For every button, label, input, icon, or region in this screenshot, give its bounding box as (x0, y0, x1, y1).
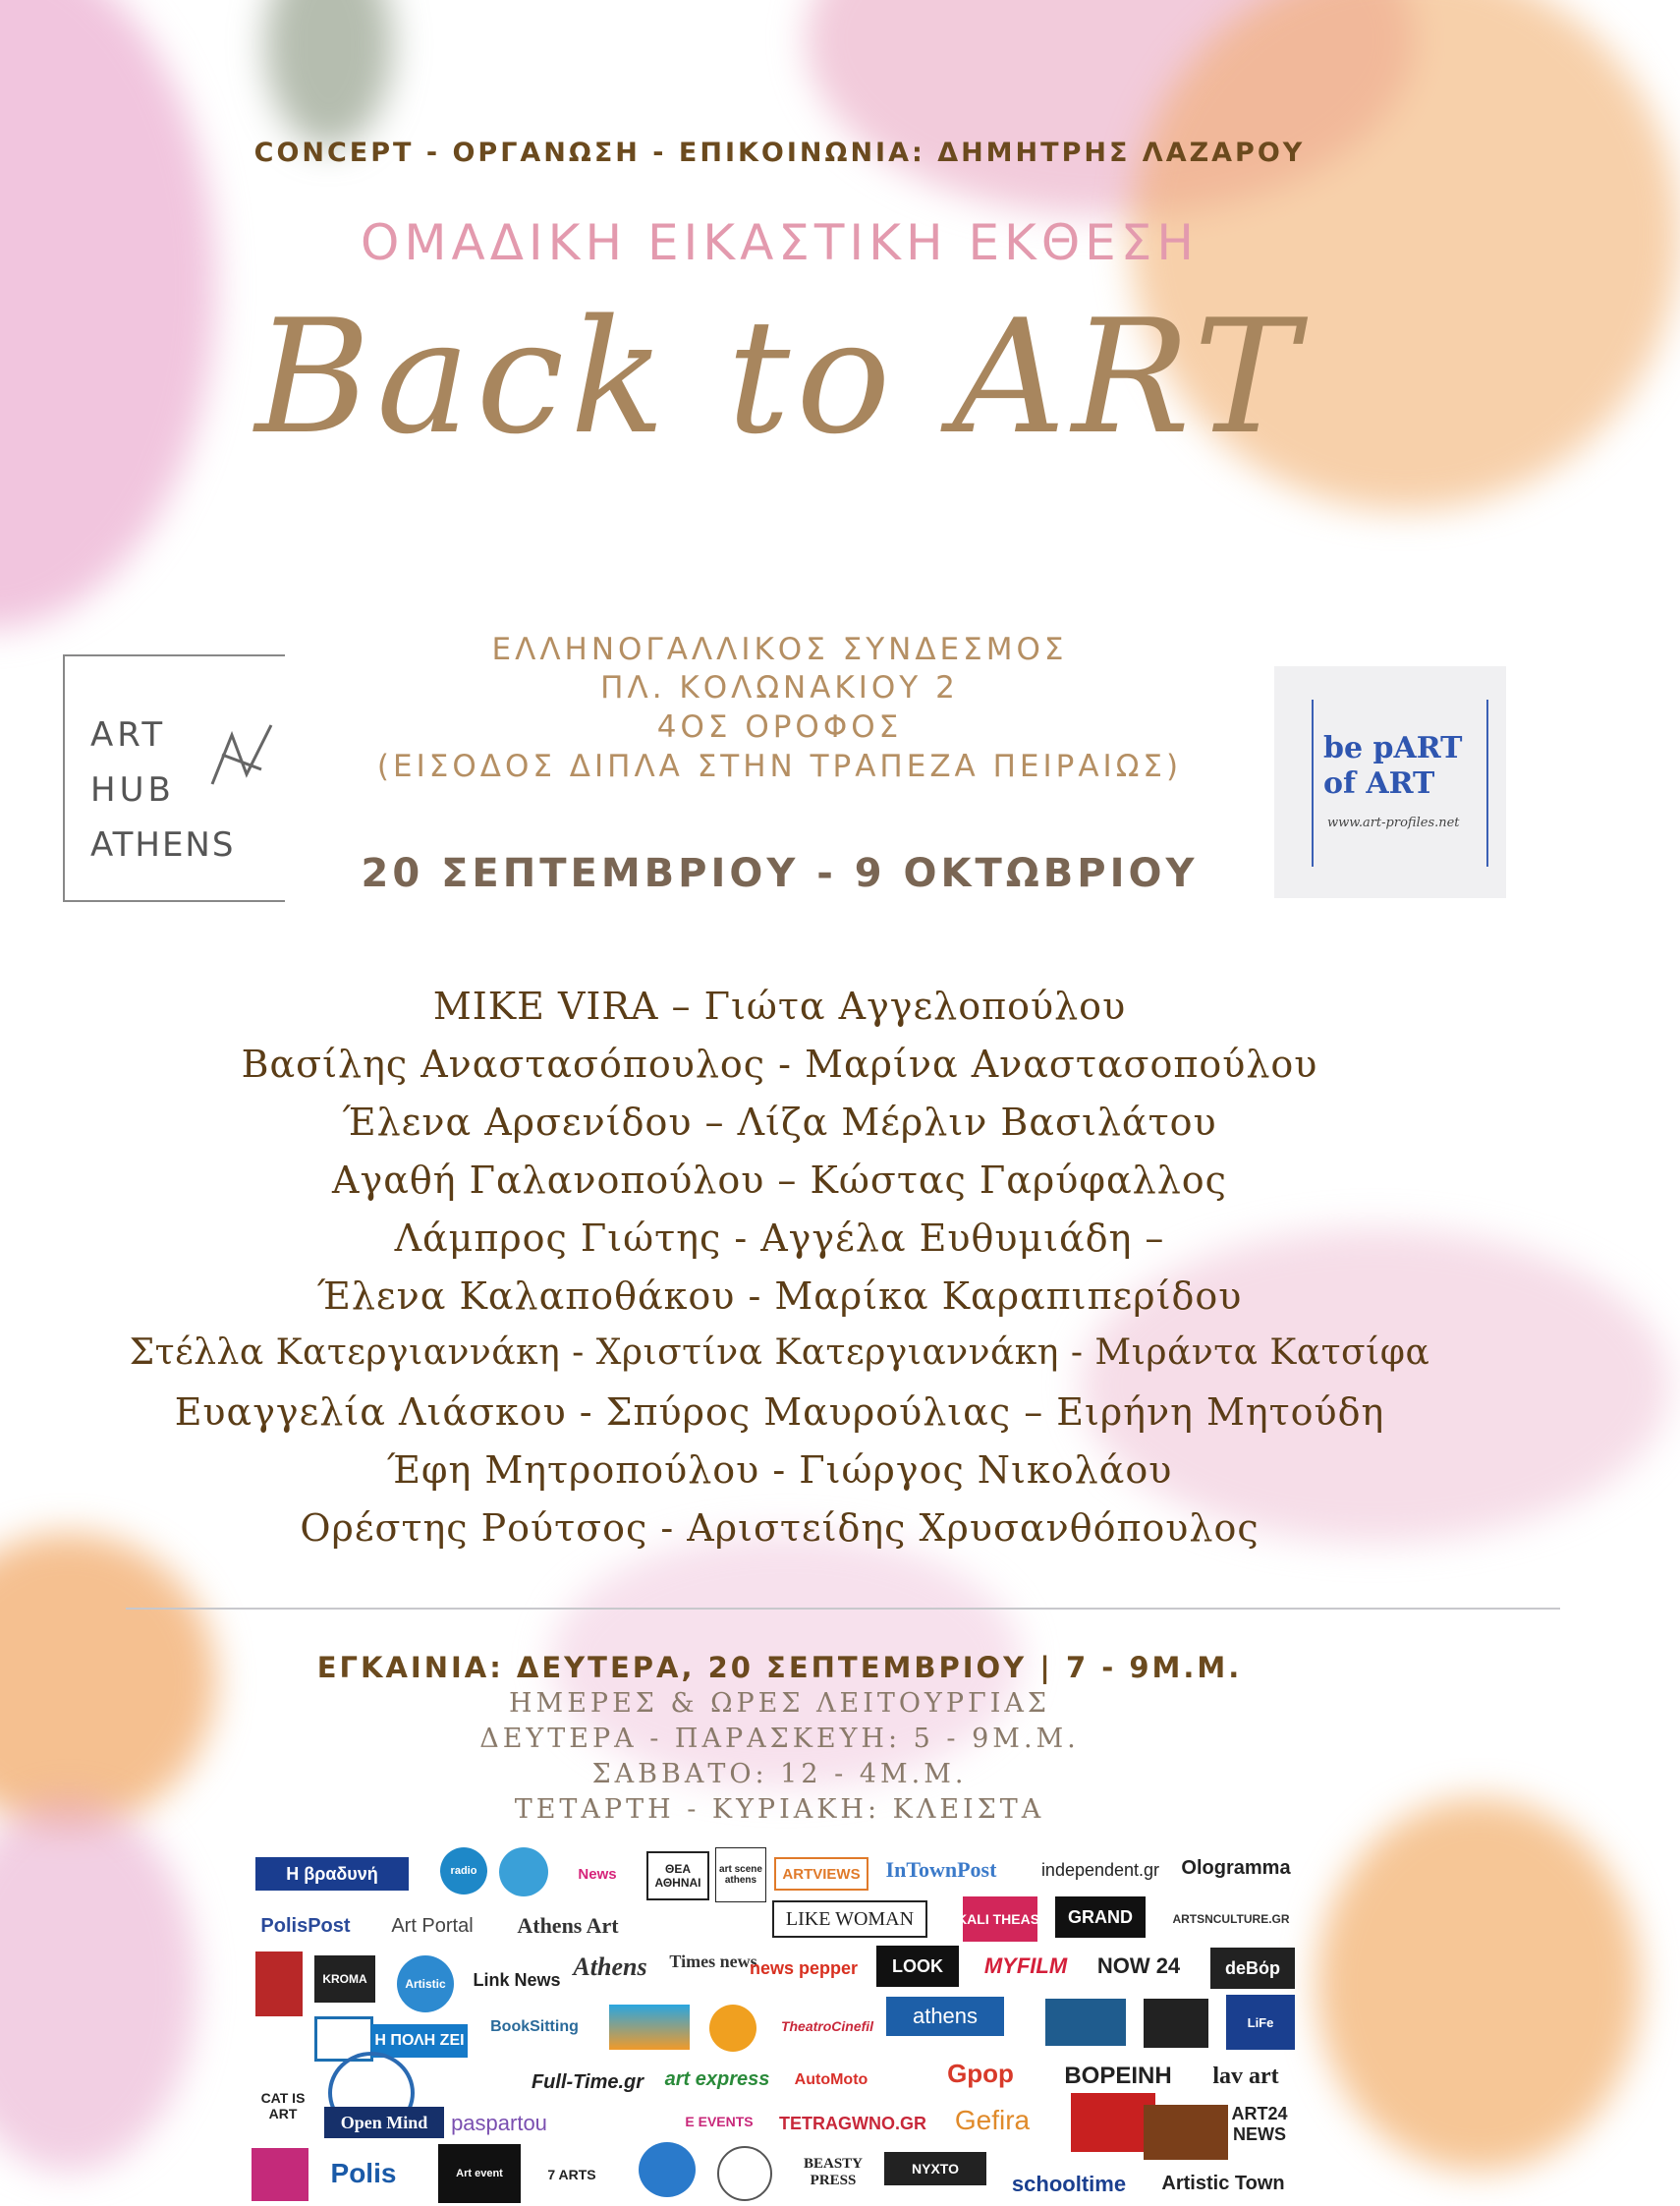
schedule-closed: ΤΕΤΑΡΤΗ - ΚΥΡΙΑΚΗ: ΚΛΕΙΣΤΑ (514, 1794, 1045, 1825)
media-logo: ART24 NEWS (1231, 2104, 1288, 2144)
media-logo: PolisPost (260, 1914, 351, 1937)
media-logo (639, 2142, 696, 2197)
media-logo (717, 2146, 772, 2201)
logo-url: www.art-profiles.net (1327, 816, 1460, 830)
artist-line: Έλενα Καλαποθάκου - Μαρίκα Καραπιπερίδου (316, 1274, 1243, 1318)
media-logo: ARTVIEWS (774, 1857, 868, 1891)
media-logo: ΒΟΡΕΙΝΗ (1064, 2063, 1172, 2089)
venue-line-4: (ΕΙΣΟΔΟΣ ΔΙΠΛΑ ΣΤΗΝ ΤΡΑΠΕΖΑ ΠΕΙΡΑΙΩΣ) (376, 749, 1183, 784)
schedule-saturday: ΣΑΒΒΑΤΟ: 12 - 4Μ.Μ. (591, 1759, 968, 1789)
media-logo: Polis (330, 2158, 397, 2188)
media-logo: Artistic Town (1161, 2172, 1285, 2194)
media-logo (252, 2148, 308, 2201)
media-logo: E EVENTS (685, 2114, 754, 2129)
venue-line-3: 4ΟΣ ΟΡΟΦΟΣ (656, 709, 903, 745)
media-logo: 7 ARTS (547, 2167, 596, 2182)
exhibition-dates: 20 ΣΕΠΤΕΜΒΡΙΟΥ - 9 ΟΚΤΩΒΡΙΟΥ (361, 851, 1199, 896)
media-logo: Ologramma (1181, 1856, 1291, 1879)
artist-line: MIKE VIRA – Γιώτα Αγγελοπούλου (432, 985, 1127, 1028)
media-logo: LiFe (1226, 1995, 1295, 2050)
media-logo: CAT IS ART (260, 2090, 306, 2121)
media-logo: Times news (669, 1951, 757, 1971)
media-logo: InTownPost (885, 1857, 997, 1882)
media-logo: Art event (438, 2144, 521, 2203)
media-logo: ARTSNCULTURE.GR (1172, 1912, 1290, 1926)
venue-line-1: ΕΛΛΗΝΟΓΑΛΛΙΚΟΣ ΣΥΝΔΕΣΜΟΣ (491, 632, 1068, 667)
logo-text-art: ART (90, 715, 167, 755)
media-logo (1144, 2105, 1228, 2160)
schedule-weekdays: ΔΕΥΤΕΡΑ - ΠΑΡΑΣΚΕΥΗ: 5 - 9Μ.Μ. (479, 1724, 1080, 1754)
venue-line-2: ΠΛ. ΚΟΛΩΝΑΚΙΟΥ 2 (600, 670, 959, 706)
media-logo: AutoMoto (794, 2071, 868, 2088)
schedule-heading: ΗΜΕΡΕΣ & ΩΡΕΣ ΛΕΙΤΟΥΡΓΙΑΣ (509, 1688, 1050, 1719)
media-logo: paspartou (451, 2111, 547, 2135)
media-logo (709, 2005, 756, 2052)
media-logo: ΘΕΑ ΑΘΗΝΑΙ (646, 1851, 709, 1900)
media-logo: Link News (473, 1969, 561, 1990)
media-logo: BookSitting (490, 2018, 579, 2035)
artist-line: Έλενα Αρσενίδου – Λίζα Μέρλιν Βασιλάτου (342, 1101, 1217, 1144)
artist-line: Ορέστης Ρούτσος - Αριστείδης Χρυσανθόπουλος (300, 1506, 1260, 1550)
media-logo: NOW 24 (1096, 1953, 1181, 1978)
media-logo: LIKE WOMAN (772, 1900, 927, 1938)
media-logo: Gpop (947, 2058, 1014, 2088)
media-logo: GRAND (1055, 1896, 1146, 1938)
media-logo (499, 1847, 548, 1896)
media-logo: Art Portal (391, 1914, 474, 1937)
media-logo: TETRAGWNO.GR (779, 2113, 926, 2133)
media-logo: art scene athens (715, 1847, 766, 1902)
media-logo: Η βραδυνή (255, 1857, 409, 1891)
media-logo: Athens (573, 1952, 647, 1981)
media-logo: athens (886, 1997, 1004, 2036)
artist-line: Έφη Μητροπούλου - Γιώργος Νικολάου (386, 1448, 1173, 1492)
media-logo: MYFILM (983, 1953, 1068, 1978)
media-logo: News (578, 1865, 617, 1883)
opening-line: ΕΓΚΑΙΝΙΑ: ΔΕΥΤΕΡΑ, 20 ΣΕΠΤΕΜΒΡΙΟΥ | 7 - 9Μ.Μ. (316, 1651, 1243, 1684)
media-logo: Artistic (397, 1955, 454, 2012)
artist-line: Βασίλης Αναστασόπουλος - Μαρίνα Αναστασοπούλου (241, 1043, 1318, 1086)
artist-line: Αγαθή Γαλανοπούλου – Κώστας Γαρύφαλλος (332, 1159, 1227, 1202)
artist-line: Στέλλα Κατεργιαννάκη - Χριστίνα Κατεργιαννάκη - Μιράντα Κατσίφα (129, 1332, 1430, 1373)
media-logo: Open Mind (324, 2107, 444, 2138)
logo-text-hub: HUB (90, 770, 175, 810)
media-logo: KROMA (314, 1955, 375, 2003)
logo-text-be-part: be pART (1323, 731, 1463, 765)
media-logo (1045, 1999, 1126, 2046)
credit-line: CONCEPT - ΟΡΓΑΝΩΣΗ - ΕΠΙΚΟΙΝΩΝΙΑ: ΔΗΜΗΤΡΗΣ ΛΑΖΑΡΟΥ (253, 138, 1306, 168)
exhibition-title: Back to ART (254, 285, 1305, 469)
media-logo: independent.gr (1040, 1859, 1160, 1880)
media-logo: art express (664, 2067, 770, 2090)
media-logo: BEASTY PRESS (803, 2156, 864, 2188)
media-logo: NYXTO (884, 2152, 986, 2185)
media-logo: LOOK (876, 1946, 959, 1987)
media-logo: deBόp (1210, 1948, 1295, 1989)
media-logo: Η ΠΟΛΗ ΖΕΙ (371, 2024, 468, 2058)
media-logo (255, 1951, 303, 2016)
media-logo: news pepper (749, 1957, 859, 1978)
media-logo: Athens Art (517, 1913, 619, 1938)
media-logo: KALI THEASI (963, 1896, 1037, 1942)
exhibition-subtitle: ΟΜΑΔΙΚΗ ΕΙΚΑΣΤΙΚΗ ΕΚΘΕΣΗ (361, 214, 1199, 271)
logo-text-athens: ATHENS (90, 825, 236, 865)
artist-line: Λάμπρος Γιώτης - Αγγέλα Ευθυμιάδη – (394, 1216, 1165, 1260)
media-logo: Gefira (954, 2105, 1031, 2135)
media-logo (609, 2005, 690, 2050)
logo-text-of-art: of ART (1323, 766, 1435, 801)
media-logo (1144, 1999, 1208, 2048)
artist-line: Ευαγγελία Λιάσκου - Σπύρος Μαυρούλιας – Ειρήνη Μητούδη (174, 1390, 1385, 1434)
media-logo: lav art (1212, 2063, 1279, 2089)
media-logo: TheatroCinefil (780, 2018, 874, 2034)
media-logo: schooltime (1011, 2172, 1127, 2196)
media-logo: Full-Time.gr (531, 2070, 644, 2093)
media-logo: radio (440, 1847, 487, 1895)
